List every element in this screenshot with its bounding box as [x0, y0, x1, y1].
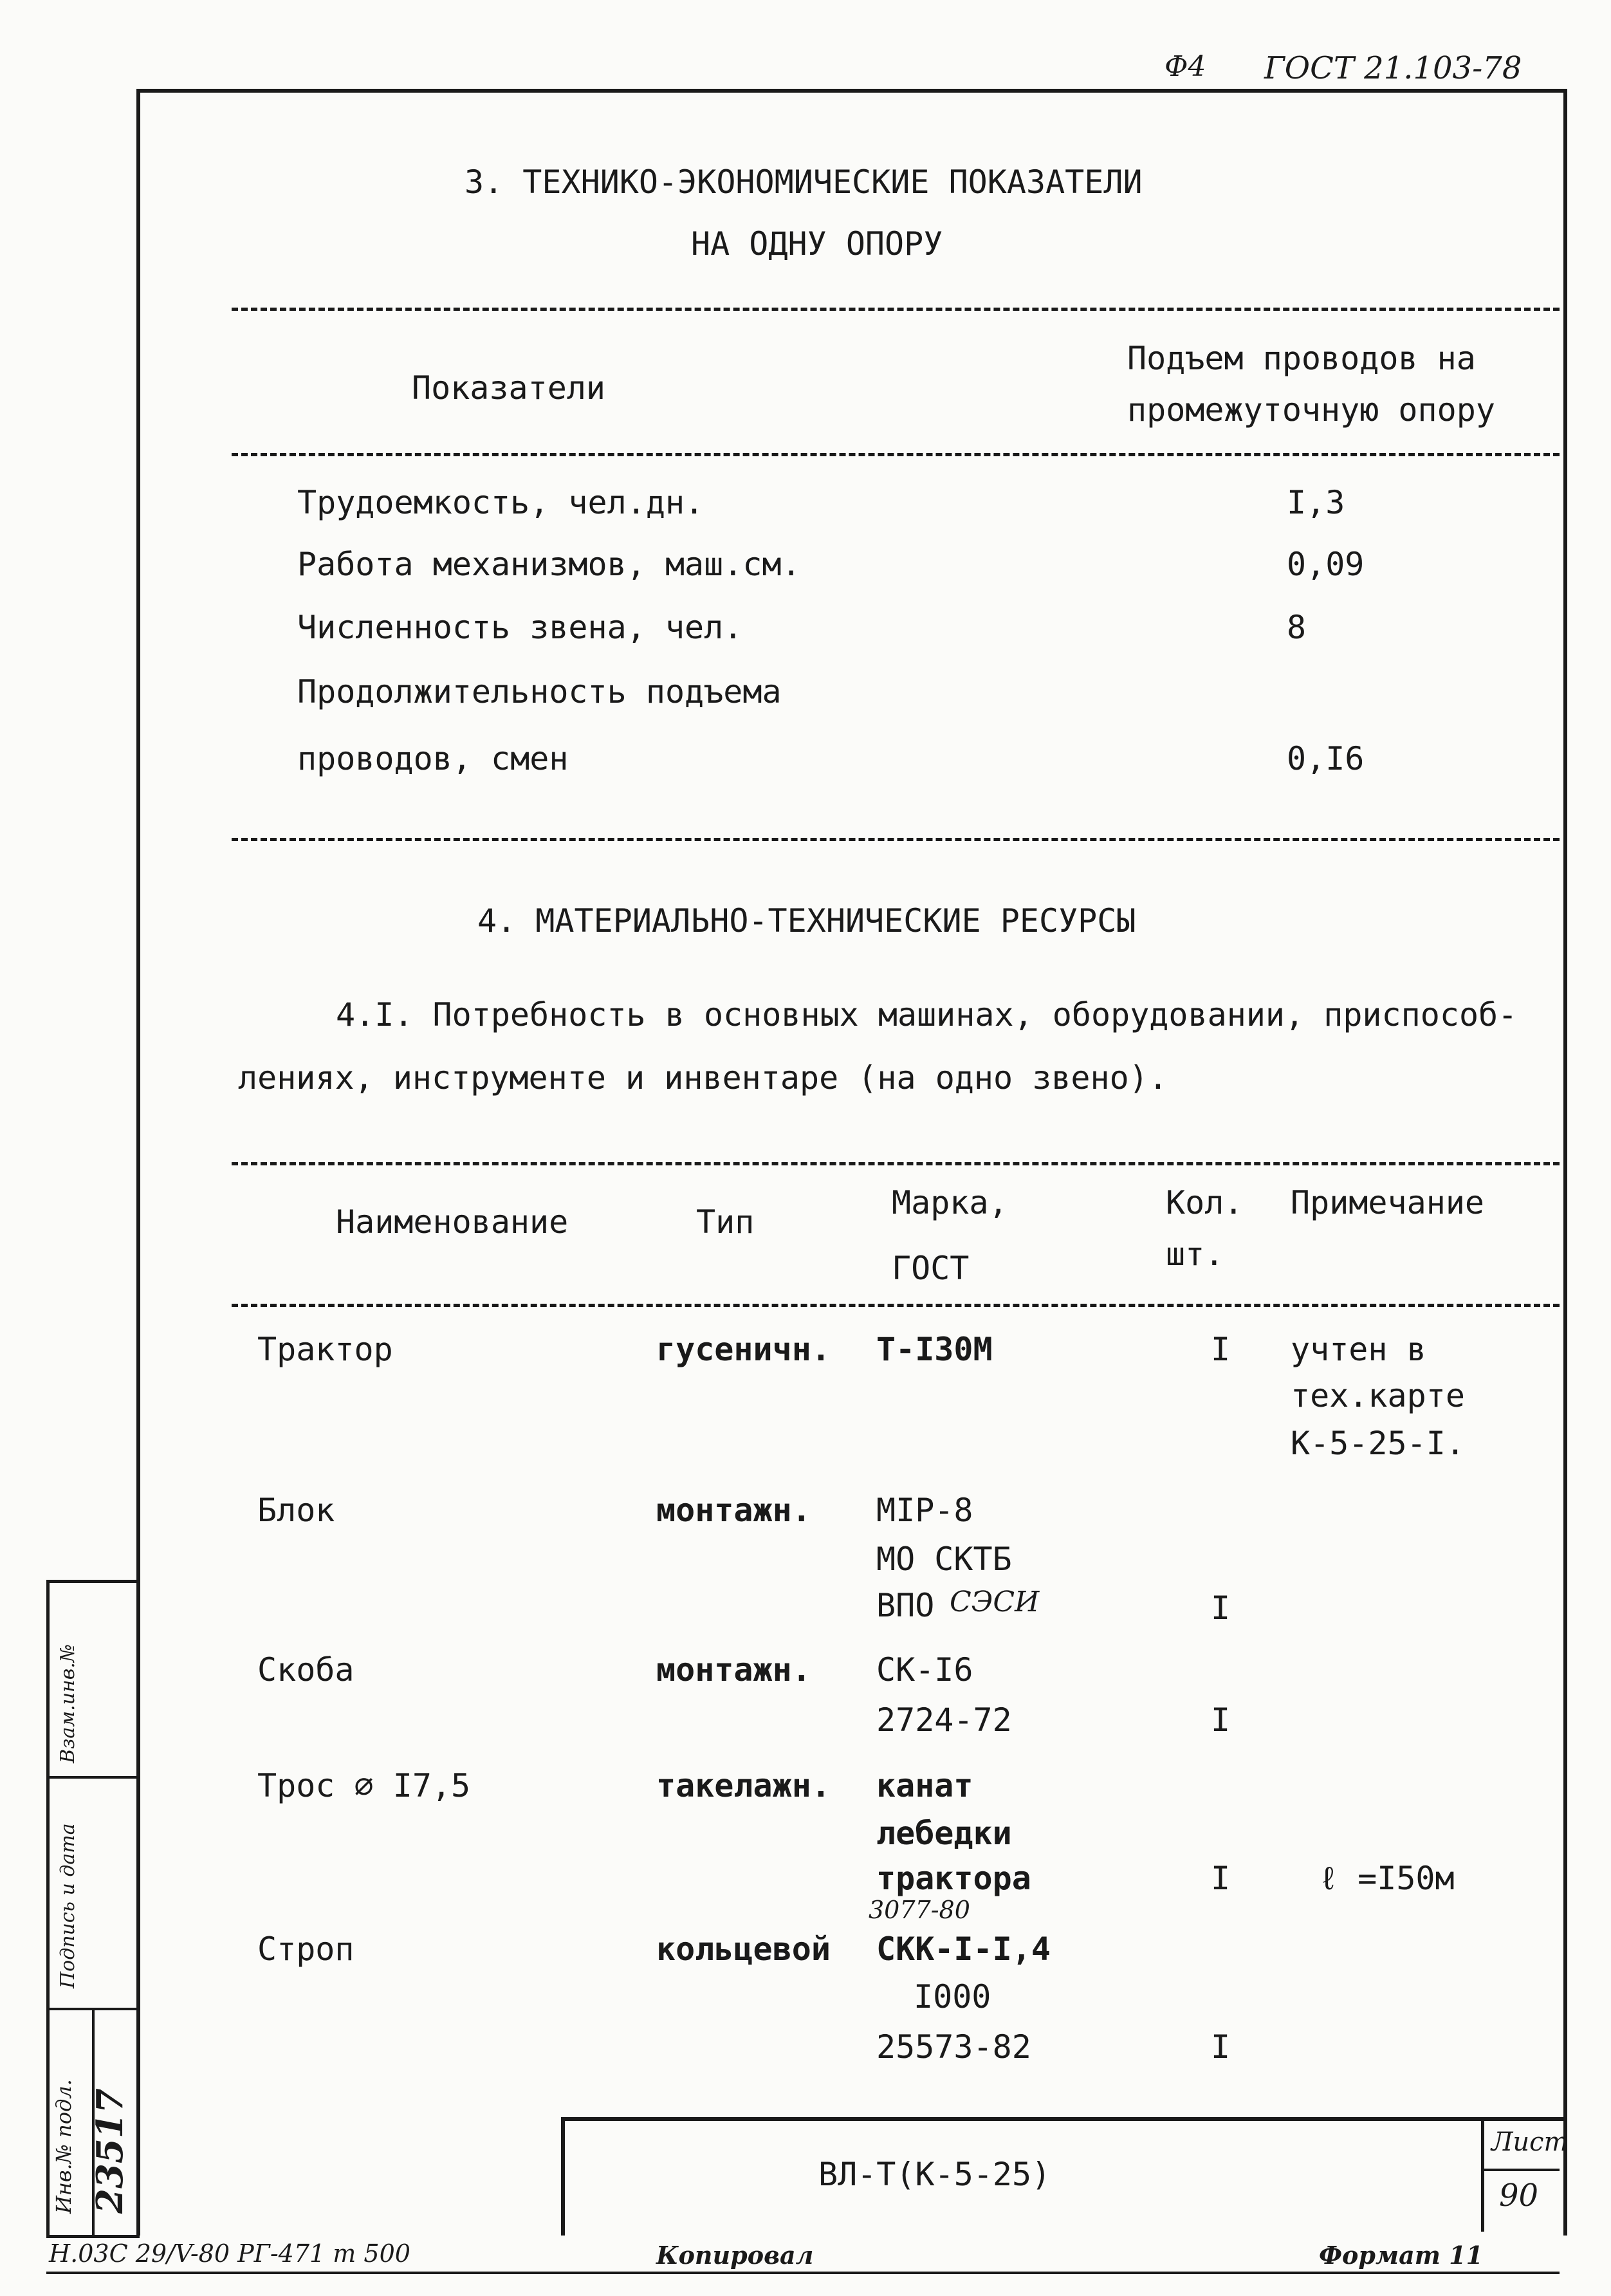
table1-row-value: 8	[1287, 609, 1307, 646]
table1-row-label: Продолжительность подъема	[297, 673, 782, 710]
footer-left-note: Н.03С 29/V-80 РГ-471 т 500	[49, 2239, 410, 2268]
table2-cell-mark: лебедки	[876, 1815, 1012, 1852]
table2-cell-name: Блок	[257, 1492, 335, 1529]
table2-header-rule	[232, 1304, 1560, 1307]
document-code: ВЛ-Т(К-5-25)	[818, 2156, 1051, 2193]
table2-cell-note: учтен в	[1291, 1331, 1426, 1368]
table2-cell-mark: СК-I6	[876, 1651, 973, 1689]
table2-cell-mark: трактора	[876, 1860, 1031, 1897]
footer-format: Формат 11	[1319, 2241, 1484, 2270]
side-inv-number: 23517	[89, 2088, 131, 2214]
table2-cell-name: Строп	[257, 1930, 354, 1968]
side-vzam-label: Взам.инв.№	[57, 1643, 79, 1763]
table2-cell-qty: I	[1211, 1860, 1231, 1897]
section3-title-line2: НА ОДНУ ОПОРУ	[691, 225, 943, 263]
table2-cell-qty: I	[1211, 1701, 1231, 1739]
table2-header-qty-line2: шт.	[1166, 1236, 1224, 1273]
table1-row-value: 0,09	[1287, 546, 1365, 583]
table2-cell-note: тех.карте	[1291, 1377, 1465, 1414]
table2-cell-note: К-5-25-I.	[1291, 1425, 1465, 1462]
table1-header-rule	[232, 453, 1560, 456]
table2-cell-mark: МIР-8	[876, 1492, 973, 1529]
table1-row-label: Работа механизмов, маш.см.	[297, 546, 801, 583]
table2-cell-type: монтажн.	[656, 1492, 811, 1529]
table2-cell-mark: МО СКТБ	[876, 1541, 1012, 1578]
table2-top-rule	[232, 1162, 1560, 1165]
table2-cell-note: ℓ =I50м	[1319, 1860, 1455, 1897]
table2-cell-mark: 25573-82	[876, 2028, 1031, 2066]
table1-header-value-line1: Подъем проводов на	[1127, 340, 1476, 377]
table2-header-mark-line1: Марка,	[892, 1184, 1008, 1221]
table2-header-qty-line1: Кол.	[1166, 1184, 1244, 1221]
table1-row-value: 0,I6	[1287, 740, 1365, 777]
table2-cell-type: гусеничн.	[656, 1331, 831, 1368]
table1-row-label: Трудоемкость, чел.дн.	[297, 484, 704, 521]
section4-title: 4. МАТЕРИАЛЬНО-ТЕХНИЧЕСКИЕ РЕСУРСЫ	[477, 902, 1136, 940]
table2-header-note: Примечание	[1291, 1184, 1485, 1221]
table2-cell-mark-handwritten: СЭСИ	[950, 1586, 1040, 1618]
table2-cell-type: такелажн.	[656, 1767, 831, 1804]
table2-cell-qty: I	[1211, 1331, 1231, 1368]
side-stamp-divider	[50, 1776, 140, 1779]
title-block	[561, 2117, 1563, 2236]
table2-cell-qty: I	[1211, 1589, 1231, 1627]
table2-header-name: Наименование	[336, 1203, 569, 1241]
sheet-mark: Ф4	[1165, 50, 1206, 83]
side-inv-label: Инв.№ подл.	[51, 2079, 76, 2214]
table2-cell-name: Скоба	[257, 1651, 354, 1689]
table2-cell-type: кольцевой	[656, 1930, 831, 1968]
table1-header-value-line2: промежуточную опору	[1127, 391, 1495, 429]
side-stamp-divider	[50, 2008, 140, 2010]
table2-cell-mark: I000	[914, 1978, 991, 2015]
table1-top-rule	[232, 308, 1560, 311]
bottom-border	[46, 2272, 1560, 2274]
footer-copied: Копировал	[656, 2241, 814, 2270]
section4-paragraph-line1: 4.I. Потребность в основных машинах, оборудовании, приспособ-	[336, 996, 1518, 1033]
table2-cell-mark-handwritten: 3077-80	[869, 1896, 970, 1924]
sheet-number-divider	[1481, 2169, 1560, 2171]
table1-header-indicator: Показатели	[412, 369, 606, 407]
table2-cell-name: Трос ∅ I7,5	[257, 1767, 471, 1804]
table2-header-type: Тип	[696, 1203, 755, 1241]
table1-row-label: Численность звена, чел.	[297, 609, 743, 646]
table1-row-label: проводов, смен	[297, 740, 569, 777]
table1-row-value: I,3	[1287, 484, 1345, 521]
table2-cell-type: монтажн.	[656, 1651, 811, 1689]
standard-code: ГОСТ 21.103-78	[1264, 50, 1522, 86]
table2-cell-mark: ВПО	[876, 1587, 935, 1624]
section4-paragraph-line2: лениях, инструменте и инвентаре (на одно звено).	[238, 1059, 1168, 1097]
table1-bottom-rule	[232, 838, 1560, 841]
sheet-number: 90	[1499, 2178, 1539, 2214]
section3-title-line1: 3. ТЕХНИКО-ЭКОНОМИЧЕСКИЕ ПОКАЗАТЕЛИ	[465, 163, 1143, 201]
table2-cell-mark: СКК-I-I,4	[876, 1930, 1051, 1968]
table2-cell-qty: I	[1211, 2028, 1231, 2066]
sheet-label: Лист	[1491, 2127, 1569, 2157]
table2-cell-mark: 2724-72	[876, 1701, 1012, 1739]
side-sign-label: Подпись и дата	[57, 1823, 79, 1988]
table2-cell-name: Трактор	[257, 1331, 393, 1368]
table2-cell-mark: канат	[876, 1767, 973, 1804]
table2-header-mark-line2: ГОСТ	[892, 1250, 970, 1287]
table2-cell-mark: Т-I30М	[876, 1331, 993, 1368]
